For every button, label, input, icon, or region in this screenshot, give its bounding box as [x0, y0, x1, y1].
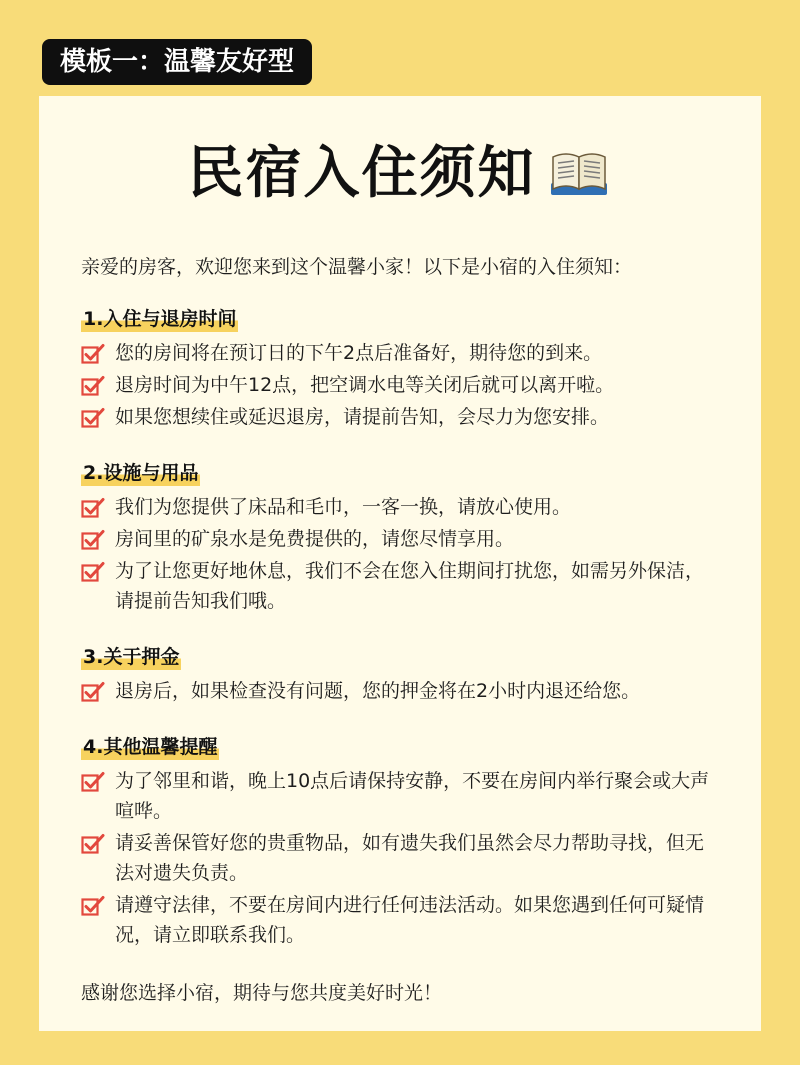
checkbox-checked-icon: [81, 375, 105, 397]
checkbox-checked-icon: [81, 529, 105, 551]
checkbox-checked-icon: [81, 561, 105, 583]
section-2: [81, 460, 715, 616]
list-item: [81, 492, 715, 522]
list-item: [81, 766, 715, 826]
intro-text: 亲爱的房客，欢迎您来到这个温馨小家！以下是小宿的入住须知：: [81, 256, 633, 278]
section-title: 1.入住与退房时间: [83, 308, 237, 330]
section-1: [81, 306, 715, 432]
list-item-text: 您的房间将在预订日的下午2点后准备好，期待您的到来。: [115, 342, 603, 364]
list-item: [81, 370, 715, 400]
list-item: [81, 402, 715, 432]
list-item-text: 我们为您提供了床品和毛巾，一客一换，请放心使用。: [115, 496, 572, 518]
checkbox-checked-icon: [81, 497, 105, 519]
checkbox-checked-icon: [81, 833, 105, 855]
checkbox-checked-icon: [81, 407, 105, 429]
checkbox-checked-icon: [81, 343, 105, 365]
list-item-text: 退房后，如果检查没有问题，您的押金将在2小时内退还给您。: [115, 680, 641, 702]
checkbox-checked-icon: [81, 681, 105, 703]
sections-container: [81, 306, 715, 950]
section-title: 2.设施与用品: [83, 462, 199, 484]
list-item-text: 如果您想续住或延迟退房，请提前告知，会尽力为您安排。: [115, 406, 610, 428]
section-title: 3.关于押金: [83, 646, 180, 668]
list-item-text: 请妥善保管好您的贵重物品，如有遗失我们虽然会尽力帮助寻找，但无法对遗失负责。: [115, 832, 705, 884]
list-item: [81, 828, 715, 888]
open-book-icon: [549, 149, 609, 199]
notice-card: [39, 96, 761, 1031]
section-4: [81, 734, 715, 950]
section-title: 4.其他温馨提醒: [83, 736, 218, 758]
page-title: 民宿入住须知: [187, 141, 536, 206]
title-row: [81, 132, 715, 216]
list-item: [81, 524, 715, 554]
list-item-text: 退房时间为中午12点，把空调水电等关闭后就可以离开啦。: [115, 374, 615, 396]
checkbox-checked-icon: [81, 771, 105, 793]
list-item: [81, 556, 715, 616]
list-item: [81, 338, 715, 368]
template-badge: 模板一：温馨友好型: [42, 39, 312, 85]
list-item: [81, 676, 715, 706]
list-item-text: 为了让您更好地休息，我们不会在您入住期间打扰您，如需另外保洁，请提前告知我们哦。: [115, 560, 705, 612]
list-item-text: 房间里的矿泉水是免费提供的，请您尽情享用。: [115, 528, 515, 550]
checkbox-checked-icon: [81, 895, 105, 917]
list-item: [81, 890, 715, 950]
section-3: [81, 644, 715, 706]
closing-text: 感谢您选择小宿，期待与您共度美好时光！: [81, 982, 443, 1004]
list-item-text: 为了邻里和谐，晚上10点后请保持安静，不要在房间内举行聚会或大声喧哗。: [115, 770, 710, 822]
list-item-text: 请遵守法律，不要在房间内进行任何违法活动。如果您遇到任何可疑情况，请立即联系我们。: [115, 894, 705, 946]
